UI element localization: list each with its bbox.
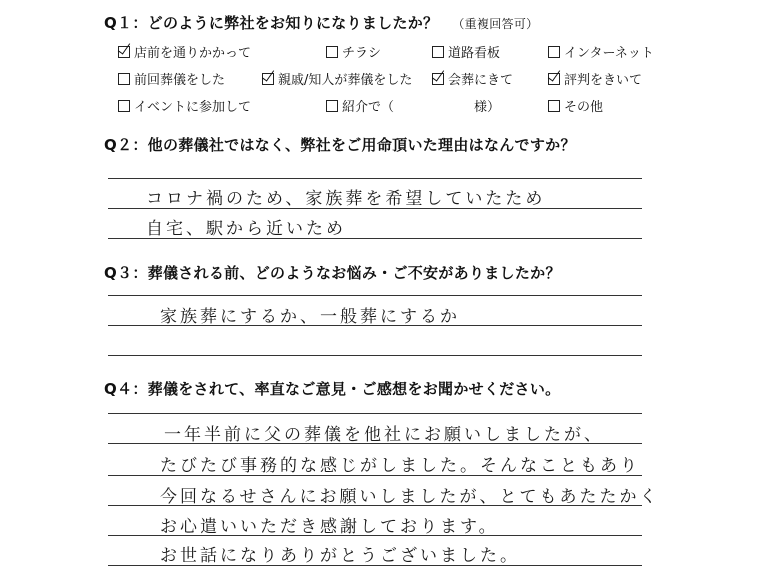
option-relative-funeral[interactable] [262, 69, 412, 88]
option-road-sign[interactable] [432, 42, 500, 61]
checkbox-icon[interactable] [326, 100, 338, 112]
answer-line [108, 505, 642, 506]
answer-line [108, 355, 642, 356]
answer-4-line-3: 今回なるせさんにお願いしましたが、とてもあたたかく [160, 487, 660, 507]
option-label-suffix: 様） [474, 100, 501, 115]
checkbox-icon[interactable] [118, 100, 130, 112]
checkbox-icon[interactable] [548, 100, 560, 112]
question-4-label: Q４：葬儀をされて、率直なご意見・ご感想をお聞かせください。 [104, 380, 561, 398]
option-label: イベントに参加して [134, 100, 252, 115]
answer-line [108, 535, 642, 536]
option-label: 前回葬儀をした [134, 73, 226, 88]
option-label: 評判をきいて [564, 73, 643, 88]
answer-2-line-2: 自宅、駅から近いため [146, 219, 346, 239]
option-flyer[interactable] [326, 42, 381, 61]
answer-line [108, 475, 642, 476]
checkbox-checked-icon[interactable] [432, 73, 444, 85]
checkbox-checked-icon[interactable] [262, 73, 274, 85]
option-internet[interactable] [548, 42, 654, 61]
option-label: 会葬にきて [448, 73, 514, 88]
question-3-label: Q３：葬儀される前、どのようなお悩み・ご不安がありましたか？ [104, 264, 561, 282]
answer-4-line-4: お心遣いいただき感謝しております。 [160, 517, 499, 537]
answer-line [108, 325, 642, 326]
checkbox-icon[interactable] [548, 46, 560, 58]
checkbox-icon[interactable] [432, 46, 444, 58]
question-1-note: （重複回答可） [452, 17, 539, 31]
checkbox-checked-icon[interactable] [548, 73, 560, 85]
question-2 [104, 134, 576, 155]
answer-4-line-5: お世話になりありがとうございました。 [160, 546, 520, 566]
option-storefront[interactable] [118, 42, 251, 61]
answer-2-line-1: コロナ禍のため、家族葬を希望していたため [146, 189, 546, 209]
answer-line [108, 238, 642, 239]
option-event[interactable] [118, 96, 251, 115]
question-1 [104, 12, 538, 33]
checkbox-icon[interactable] [326, 46, 338, 58]
option-other[interactable] [548, 96, 603, 115]
answer-line [108, 295, 642, 296]
answer-line [108, 565, 642, 566]
answer-4-line-2: たびたび事務的な感じがしました。そんなこともあり [160, 456, 640, 476]
answer-3-line-1: 家族葬にするか、一般葬にするか [160, 307, 460, 327]
option-label: 店前を通りかかって [134, 46, 252, 61]
checkbox-icon[interactable] [118, 73, 130, 85]
question-2-label: Q２：他の葬儀社ではなく、弊社をご用命頂いた理由はなんですか？ [104, 136, 576, 154]
option-reputation[interactable] [548, 69, 642, 88]
answer-4-line-1: 一年半前に父の葬儀を他社にお願いしましたが、 [164, 425, 604, 445]
question-3 [104, 262, 561, 283]
option-label: 親戚/知人が葬儀をした [278, 73, 413, 88]
question-1-label: Q１：どのように弊社をお知りになりましたか？ [104, 14, 439, 32]
option-referral[interactable] [326, 96, 500, 115]
answer-line [108, 413, 642, 414]
option-attended-funeral[interactable] [432, 69, 513, 88]
answer-line [108, 178, 642, 179]
option-label: インターネット [564, 46, 654, 61]
option-label: チラシ [342, 46, 382, 61]
answer-line [108, 208, 642, 209]
answer-line [108, 443, 642, 444]
option-label: 道路看板 [448, 46, 501, 61]
question-4 [104, 378, 560, 399]
option-label: 紹介で（ [342, 100, 395, 115]
option-previous-funeral[interactable] [118, 69, 225, 88]
checkbox-checked-icon[interactable] [118, 46, 130, 58]
option-label: その他 [564, 100, 604, 115]
